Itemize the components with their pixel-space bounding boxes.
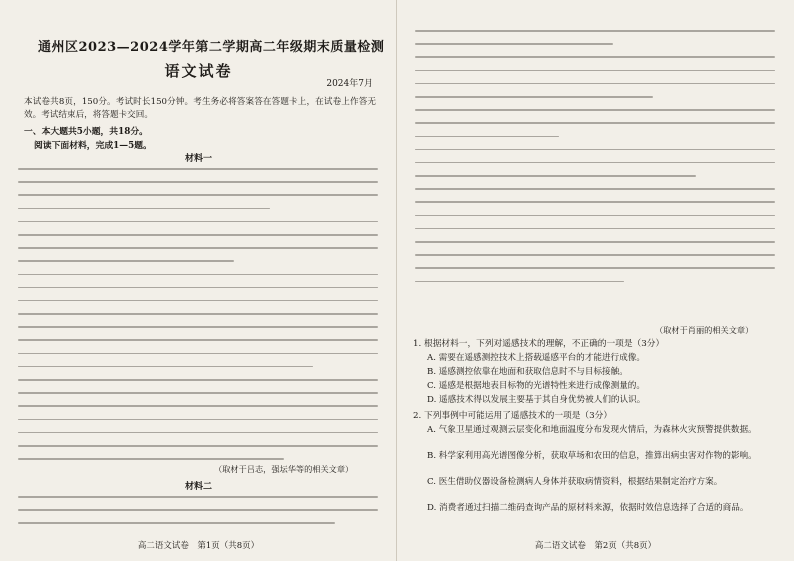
material-two-source: （取材于肖丽的相关文章） — [655, 325, 754, 335]
section-heading: 一、本大题共5小题，共18分。 — [24, 127, 148, 137]
material-two-heading: 材料二 — [184, 482, 212, 492]
material-one-heading: 材料一 — [184, 154, 212, 164]
material-one-body — [18, 168, 378, 471]
question-1-option-a[interactable]: A. 需要在遥感测控技术上搭载遥感平台的才能进行成像。 — [427, 353, 645, 363]
page-footer-right: 高二语文试卷 第2页（共8页） — [534, 541, 657, 551]
question-1-option-c[interactable]: C. 遥感是根据地表目标物的光谱特性来进行成像测量的。 — [427, 381, 645, 391]
question-2-option-b[interactable]: B. 科学家利用高光谱图像分析，获取草场和农田的信息，推算出病虫害对作物的影响。 — [427, 451, 757, 461]
page-2 — [397, 0, 794, 561]
question-1-option-d[interactable]: D. 遥感技术得以发展主要基于其自身优势被人们的认识。 — [427, 395, 646, 405]
reading-prompt: 阅读下面材料，完成1—5题。 — [34, 141, 152, 151]
exam-date: 2024年7月 — [326, 79, 373, 89]
question-1-option-b[interactable]: B. 遥感测控依靠在地面和获取信息时不与目标接触。 — [427, 367, 628, 377]
material-two-body — [18, 496, 378, 536]
material-two-continued — [415, 30, 775, 294]
exam-subtitle: 语文试卷 — [164, 62, 233, 80]
question-2-option-c[interactable]: C. 医生借助仪器设备检测病人身体并获取病情资料，根据结果制定治疗方案。 — [427, 477, 723, 487]
question-2-option-a[interactable]: A. 气象卫星通过观测云层变化和地面温度分布发现火情后，为森林火灾预警提供数据。 — [427, 425, 757, 435]
exam-instructions: 本试卷共8页，150分。考试时长150分钟。考生务必将答案答在答题卡上，在试卷上作答无效。考试结束后，将答题卡交回。 — [24, 97, 376, 121]
material-one-source: （取材于吕志，强坛华等的相关文章） — [214, 464, 354, 474]
question-2-option-d[interactable]: D. 消费者通过扫描二维码查询产品的原材料来源，依据时效信息选择了合适的商品。 — [427, 503, 749, 513]
page-footer-left: 高二语文试卷 第1页（共8页） — [137, 541, 260, 551]
question-2: 2. 下列事例中可能运用了遥感技术的一项是（3分） — [413, 411, 613, 421]
question-1: 1. 根据材料一，下列对遥感技术的理解，不正确的一项是（3分） — [413, 339, 665, 349]
exam-title: 通州区2023—2024学年第二学期高二年级期末质量检测 — [38, 40, 385, 55]
